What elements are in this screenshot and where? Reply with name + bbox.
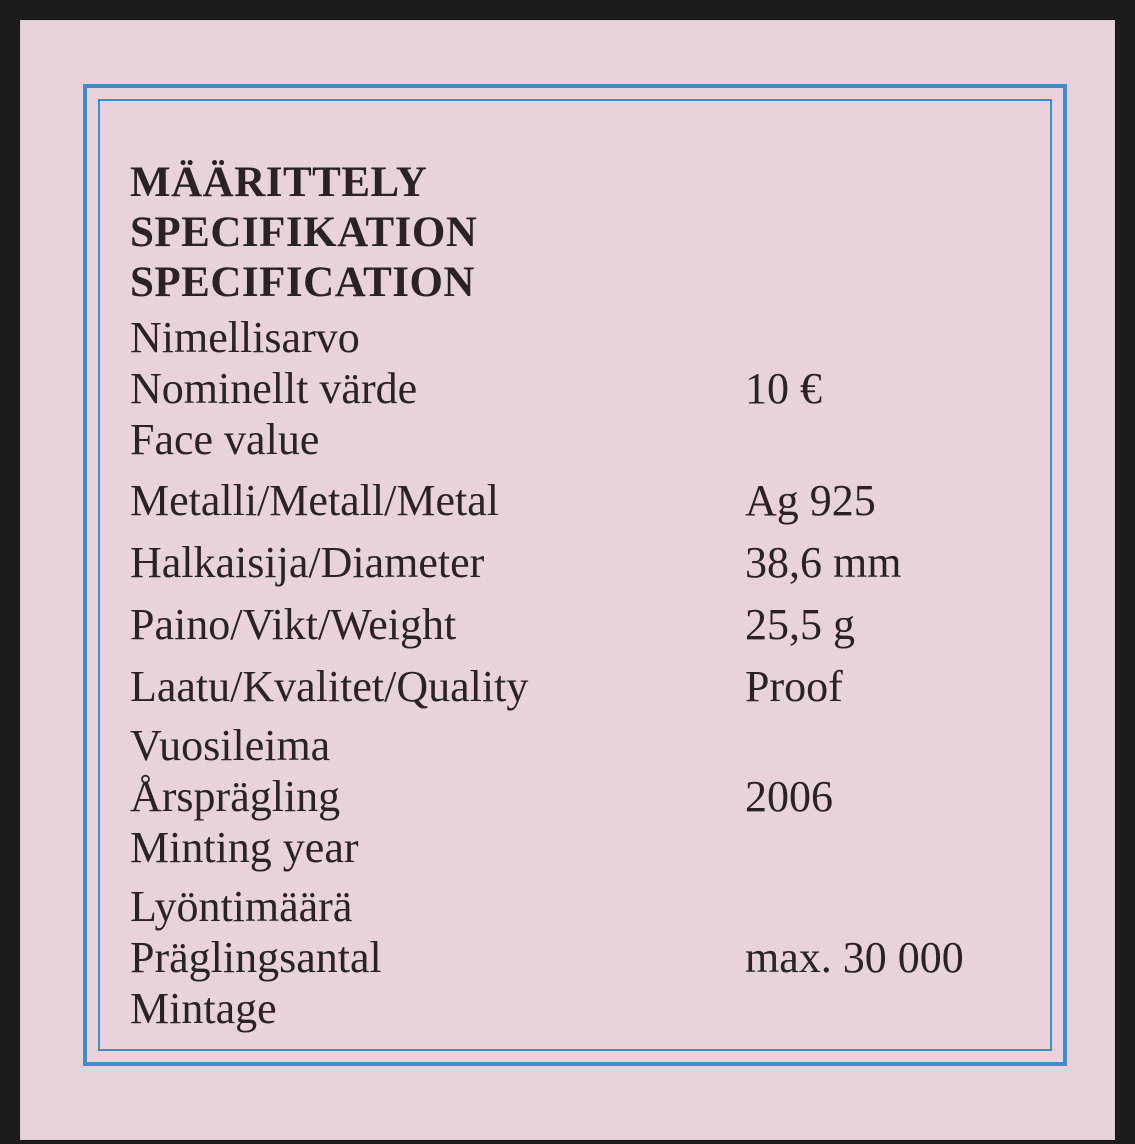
heading-swedish: SPECIFIKATION (130, 209, 478, 256)
quality-value: Proof (745, 662, 843, 711)
label-english: Mintage (130, 984, 277, 1033)
label-finnish: Lyöntimäärä (130, 882, 353, 931)
label-swedish: Nominellt värde (130, 364, 418, 413)
row-labels (130, 881, 745, 1034)
heading-english: SPECIFICATION (130, 259, 475, 306)
label-finnish: Nimellisarvo (130, 313, 360, 362)
weight-value: 25,5 g (745, 600, 855, 649)
row-labels (130, 599, 745, 650)
metal-value: Ag 925 (745, 476, 876, 525)
label-finnish: Vuosileima (130, 721, 331, 770)
specification-document (130, 158, 1030, 1034)
label-metal: Metalli/Metall/Metal (130, 476, 500, 525)
row-labels (130, 537, 745, 588)
row-labels (130, 475, 745, 526)
label-diameter: Halkaisija/Diameter (130, 538, 485, 587)
label-weight: Paino/Vikt/Weight (130, 600, 457, 649)
minting-year-value: 2006 (745, 772, 833, 821)
label-quality: Laatu/Kvalitet/Quality (130, 662, 529, 711)
row-labels (130, 661, 745, 712)
row-metal (130, 475, 1030, 526)
row-labels (130, 312, 745, 465)
row-weight (130, 599, 1030, 650)
heading-finnish: MÄÄRITTELY (130, 159, 428, 206)
label-english: Face value (130, 415, 320, 464)
row-minting-year (130, 720, 1030, 873)
label-swedish: Präglingsantal (130, 933, 382, 982)
row-mintage (130, 881, 1030, 1034)
face-value: 10 € (745, 364, 822, 413)
row-quality (130, 661, 1030, 712)
mintage-value: max. 30 000 (745, 933, 964, 982)
row-diameter (130, 537, 1030, 588)
diameter-value: 38,6 mm (745, 538, 902, 587)
label-swedish: Årsprägling (130, 772, 341, 821)
row-face-value (130, 312, 1030, 465)
specification-heading (130, 158, 1030, 308)
label-english: Minting year (130, 823, 359, 872)
row-labels (130, 720, 745, 873)
specification-card (20, 20, 1115, 1140)
